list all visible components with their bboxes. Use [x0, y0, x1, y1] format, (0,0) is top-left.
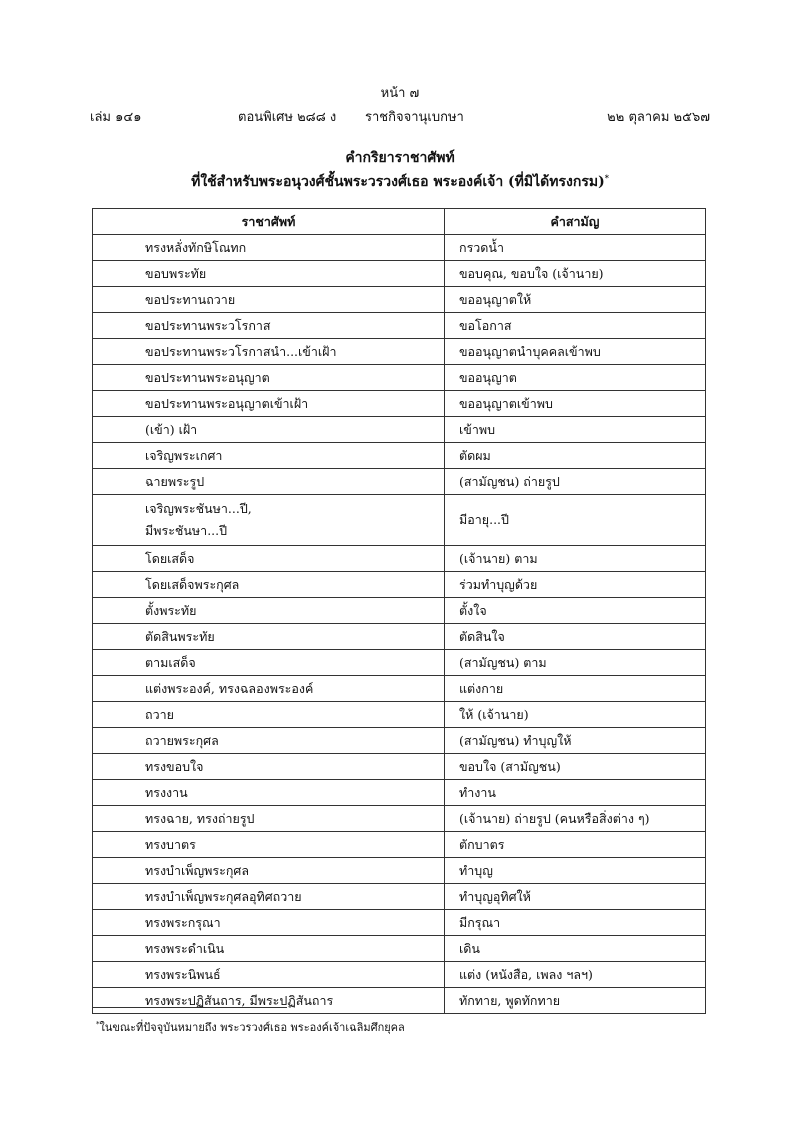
royal-term-cell — [93, 417, 445, 443]
common-term: เข้าพบ — [445, 417, 706, 443]
common-term: ขออนุญาตนำบุคคลเข้าพบ — [445, 339, 706, 365]
table-row — [93, 624, 706, 650]
royal-term: ตามเสด็จ — [145, 655, 196, 670]
table-row — [93, 469, 706, 495]
common-term: ตัดสินใจ — [445, 624, 706, 650]
royal-term-cell — [93, 624, 445, 650]
table-row — [93, 598, 706, 624]
royal-term-cell — [93, 365, 445, 391]
common-term: ทำบุญ — [445, 858, 706, 884]
royal-term-cell — [93, 572, 445, 598]
royal-term: ตัดสินพระทัย — [145, 629, 215, 644]
subtitle-text: ที่ใช้สำหรับพระอนุวงศ์ชั้นพระวรวงศ์เธอ พระองค์เจ้า (ที่มิได้ทรงกรม) — [191, 174, 605, 190]
royal-term: ขอบพระทัย — [145, 266, 207, 281]
table-row — [93, 443, 706, 469]
royal-term: ทรงพระนิพนธ์ — [145, 967, 221, 982]
common-term: มีกรุณา — [445, 910, 706, 936]
common-term: แต่ง (หนังสือ, เพลง ฯลฯ) — [445, 962, 706, 988]
royal-term: ขอประทานพระวโรกาสนำ...เข้าเฝ้า — [145, 344, 337, 359]
common-term: ขออนุญาตเข้าพบ — [445, 391, 706, 417]
common-term: ทำบุญอุทิศให้ — [445, 884, 706, 910]
common-term: ขออนุญาต — [445, 365, 706, 391]
footnote-divider — [92, 1007, 287, 1008]
royal-term-cell — [93, 962, 445, 988]
table-row — [93, 936, 706, 962]
royal-term: ถวายพระกุศล — [145, 733, 219, 748]
royal-term-cell — [93, 728, 445, 754]
royal-term: ทรงพระดำเนิน — [145, 941, 225, 956]
table-row — [93, 728, 706, 754]
royal-term: โดยเสด็จ — [145, 551, 195, 566]
royal-term-cell — [93, 261, 445, 287]
table-row — [93, 235, 706, 261]
royal-term-cell — [93, 598, 445, 624]
royal-term-cell — [93, 650, 445, 676]
royal-term-cell — [93, 988, 445, 1014]
table-row — [93, 832, 706, 858]
subtitle-footnote-marker: * — [604, 172, 609, 183]
header-royal-term: ราชาศัพท์ — [93, 209, 445, 235]
table-row — [93, 650, 706, 676]
table-row — [93, 962, 706, 988]
common-term: ร่วมทำบุญด้วย — [445, 572, 706, 598]
royal-term: โดยเสด็จพระกุศล — [145, 577, 240, 592]
common-term: ตั้งใจ — [445, 598, 706, 624]
royal-term: ขอประทานพระอนุญาต — [145, 370, 270, 385]
royal-term-cell — [93, 806, 445, 832]
royal-term-cell — [93, 495, 445, 546]
royal-term-cell — [93, 754, 445, 780]
table-row — [93, 572, 706, 598]
publication-date: ๒๒ ตุลาคม ๒๕๖๗ — [607, 110, 710, 125]
common-term: ขอโอกาส — [445, 313, 706, 339]
royal-term: ขอประทานพระวโรกาส — [145, 318, 271, 333]
footnote-marker: * — [96, 1020, 100, 1029]
page-number: หน้า ๗ — [380, 86, 420, 101]
table-row — [93, 676, 706, 702]
royal-term-cell — [93, 858, 445, 884]
table-row — [93, 780, 706, 806]
royal-term: ทรงงาน — [145, 785, 188, 800]
common-term: (เจ้านาย) ถ่ายรูป (คนหรือสิ่งต่าง ๆ) — [445, 806, 706, 832]
table-row — [93, 287, 706, 313]
royal-term: ทรงขอบใจ — [145, 759, 204, 774]
document-subtitle — [0, 171, 800, 193]
royal-term-line2: มีพระชันษา...ปี — [145, 523, 228, 538]
table-row — [93, 988, 706, 1014]
table-row — [93, 884, 706, 910]
common-term: ตักบาตร — [445, 832, 706, 858]
common-term: มีอายุ...ปี — [445, 495, 706, 546]
royal-term: ฉายพระรูป — [145, 474, 205, 489]
header-common-term: คำสามัญ — [445, 209, 706, 235]
royal-term-cell — [93, 235, 445, 261]
royal-term-cell — [93, 832, 445, 858]
royal-term-cell — [93, 287, 445, 313]
table-row — [93, 417, 706, 443]
common-term: ทำงาน — [445, 780, 706, 806]
table-row — [93, 806, 706, 832]
royal-term: เจริญพระชันษา...ปี, — [145, 501, 252, 516]
royal-term-cell — [93, 936, 445, 962]
common-term: ทักทาย, พูดทักทาย — [445, 988, 706, 1014]
royal-term-cell — [93, 910, 445, 936]
royal-term: ทรงพระกรุณา — [145, 915, 221, 930]
footnote-text: ในขณะที่ปัจจุบันหมายถึง พระวรวงศ์เธอ พระองค์เจ้าเฉลิมศึกยุคล — [99, 1021, 405, 1034]
common-term: ให้ (เจ้านาย) — [445, 702, 706, 728]
royal-term: ทรงฉาย, ทรงถ่ายรูป — [145, 811, 255, 826]
royal-term: ถวาย — [145, 707, 174, 722]
table-row — [93, 261, 706, 287]
royal-term-cell — [93, 469, 445, 495]
common-term: ขออนุญาตให้ — [445, 287, 706, 313]
issue-label: ตอนพิเศษ ๒๘๘ ง — [238, 110, 337, 125]
table-row — [93, 702, 706, 728]
table-row — [93, 391, 706, 417]
common-term: (เจ้านาย) ตาม — [445, 546, 706, 572]
table-row — [93, 495, 706, 546]
common-term: ตัดผม — [445, 443, 706, 469]
royal-term: ทรงบำเพ็ญพระกุศล — [145, 863, 250, 878]
royal-term-cell — [93, 780, 445, 806]
royal-term-cell — [93, 313, 445, 339]
volume-label: เล่ม ๑๔๑ — [90, 110, 142, 125]
royal-term-cell — [93, 702, 445, 728]
common-term: กรวดน้ำ — [445, 235, 706, 261]
common-term: เดิน — [445, 936, 706, 962]
common-term: แต่งกาย — [445, 676, 706, 702]
royal-term: ตั้งพระทัย — [145, 603, 197, 618]
royal-term: เจริญพระเกศา — [145, 448, 223, 463]
table-row — [93, 754, 706, 780]
common-term: ขอบใจ (สามัญชน) — [445, 754, 706, 780]
gazette-name: ราชกิจจานุเบกษา — [365, 110, 464, 125]
royal-term-cell — [93, 391, 445, 417]
table-row — [93, 339, 706, 365]
table-row — [93, 858, 706, 884]
royal-term: ทรงบาตร — [145, 837, 196, 852]
table-row — [93, 910, 706, 936]
document-title: คำกริยาราชาศัพท์ — [345, 150, 455, 166]
royal-term: ทรงบำเพ็ญพระกุศลอุทิศถวาย — [145, 889, 302, 904]
common-term: (สามัญชน) ถ่ายรูป — [445, 469, 706, 495]
royal-term-cell — [93, 339, 445, 365]
table-row — [93, 365, 706, 391]
royal-term-cell — [93, 676, 445, 702]
common-term: (สามัญชน) ทำบุญให้ — [445, 728, 706, 754]
table-body — [93, 235, 706, 1014]
royal-term: ขอประทานถวาย — [145, 292, 236, 307]
common-term: ขอบคุณ, ขอบใจ (เจ้านาย) — [445, 261, 706, 287]
royal-term-cell — [93, 443, 445, 469]
table-row — [93, 313, 706, 339]
royal-term: แต่งพระองค์, ทรงฉลองพระองค์ — [145, 681, 314, 696]
royal-term: ขอประทานพระอนุญาตเข้าเฝ้า — [145, 396, 309, 411]
common-term: (สามัญชน) ตาม — [445, 650, 706, 676]
royal-term-cell — [93, 884, 445, 910]
royal-term: ทรงหลั่งทักษิโณทก — [145, 240, 247, 255]
royal-term: (เข้า) เฝ้า — [145, 422, 198, 437]
footnote — [96, 1018, 405, 1036]
vocabulary-table — [92, 208, 706, 1014]
royal-term-cell — [93, 546, 445, 572]
table-header-row — [93, 209, 706, 235]
table-row — [93, 546, 706, 572]
royal-term: ทรงพระปฏิสันถาร, มีพระปฏิสันถาร — [145, 993, 334, 1008]
